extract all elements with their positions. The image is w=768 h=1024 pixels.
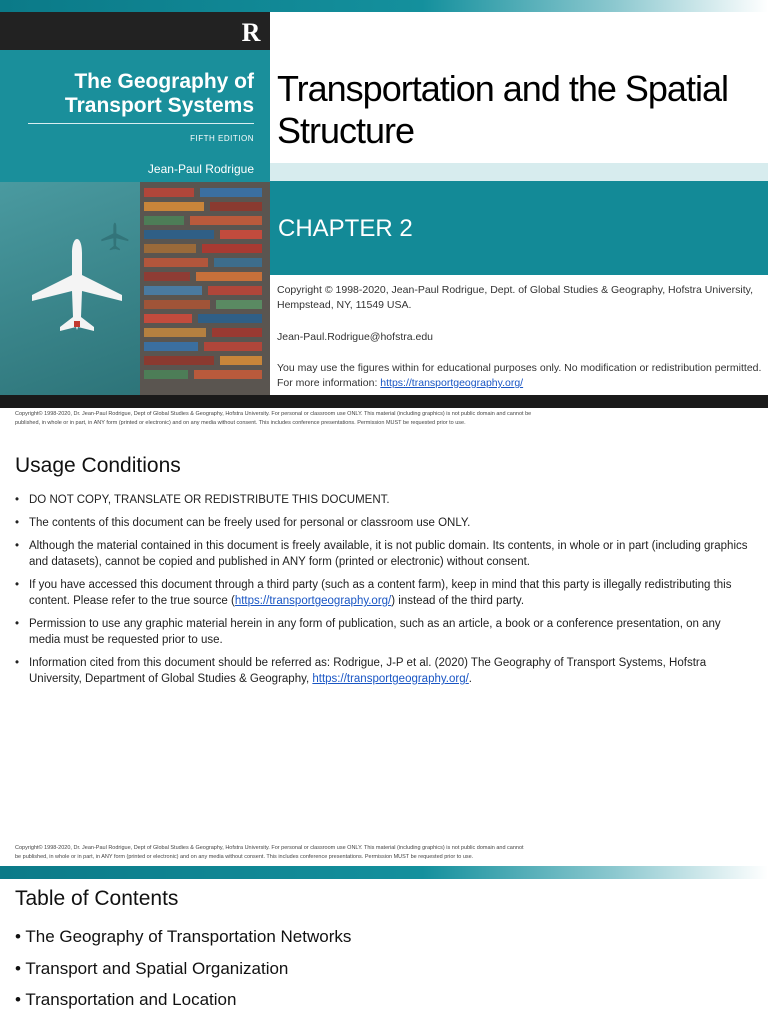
list-item-text: DO NOT COPY, TRANSLATE OR REDISTRIBUTE THIS DOCUMENT. bbox=[29, 494, 390, 506]
cover-author: Jean-Paul Rodrigue bbox=[147, 162, 254, 176]
list-item-text: . bbox=[468, 673, 472, 685]
airplane-shadow-icon bbox=[100, 222, 130, 252]
more-info-link[interactable]: https://transportgeography.org/ bbox=[380, 377, 524, 389]
bullet: • bbox=[15, 540, 20, 552]
cover-header-band bbox=[0, 12, 270, 50]
list-item bbox=[15, 515, 755, 531]
bullet: • bbox=[15, 517, 20, 529]
list-item-text: ) instead of the third party. bbox=[391, 595, 525, 607]
toc-item[interactable]: • The Geography of Transportation Networks bbox=[15, 927, 352, 946]
bullet: • bbox=[15, 618, 20, 630]
more-info-label: For more information: bbox=[277, 377, 381, 389]
usage-heading: Usage Conditions bbox=[15, 454, 181, 477]
notice-line: be published, in whole or in part, in ANY form (printed or electronic) and on any media without consent. This includes conference presentations. Permission MUST be requested prior to use. bbox=[15, 854, 474, 860]
toc-item[interactable]: • Transport and Spatial Organization bbox=[15, 958, 289, 978]
cover-divider bbox=[28, 123, 254, 124]
list-item bbox=[15, 577, 755, 609]
chapter-label: CHAPTER 2 bbox=[278, 215, 413, 242]
light-band bbox=[270, 163, 768, 181]
toc-heading: Table of Contents bbox=[15, 887, 179, 910]
toc-item[interactable]: • Transportation and Location bbox=[15, 990, 237, 1009]
bullet: • bbox=[15, 657, 20, 669]
list-item bbox=[15, 492, 755, 508]
bullet: • bbox=[15, 579, 20, 591]
copyright-notice bbox=[15, 410, 755, 428]
list-item-text: Information cited from this document should be referred as: Rodrigue, J-P et al. (2020) The Geography of Transport Systems, Hofstra University, Department of Global Studies & Geography, bbox=[29, 657, 707, 685]
source-link[interactable]: https://transportgeography.org/ bbox=[234, 595, 392, 607]
cover-book-title: The Geography of Transport Systems bbox=[64, 70, 254, 117]
author-email: Jean-Paul.Rodrigue@hofstra.edu bbox=[277, 331, 434, 343]
title-slide bbox=[0, 0, 768, 408]
usage-note-text: You may use the figures within for educational purposes only. No modification or redistribution permitted. bbox=[277, 362, 762, 374]
container-port bbox=[140, 182, 270, 395]
cover-edition: FIFTH EDITION bbox=[190, 134, 254, 143]
usage-list bbox=[15, 492, 755, 694]
slide-footer-bar bbox=[0, 866, 768, 879]
notice-line: Copyright© 1998-2020, Dr. Jean-Paul Rodrigue, Dept of Global Studies & Geography, Hofstra University. For personal or classroom use ONLY. This material (including graphics) is not public domain and cannot bbox=[15, 845, 524, 851]
publisher-logo: R bbox=[241, 18, 261, 47]
usage-slide bbox=[0, 408, 768, 865]
list-item-text: Permission to use any graphic material herein in any form of publication, such as an article, a book or a conference presentation, on any media must be requested prior to use. bbox=[29, 618, 721, 646]
copyright-text: Copyright © 1998-2020, Jean-Paul Rodrigue, Dept. of Global Studies & Geography, Hofstra University, Hempstead, NY, 11549 USA. bbox=[277, 284, 754, 311]
list-item-text: The contents of this document can be freely used for personal or classroom use ONLY. bbox=[29, 517, 471, 529]
toc-slide bbox=[0, 879, 768, 1024]
list-item-text: If you have accessed this document through a third party (such as a content farm), keep in mind that this party is illegally redistributing this content. Please refer to the true source ( bbox=[29, 579, 732, 607]
usage-note bbox=[277, 361, 765, 391]
list-item bbox=[15, 616, 755, 648]
book-cover bbox=[0, 12, 270, 395]
list-item bbox=[15, 538, 755, 570]
slide-footer-bar bbox=[0, 395, 768, 408]
airplane-icon bbox=[30, 237, 125, 337]
top-accent-bar bbox=[0, 0, 768, 12]
list-item-text: Although the material contained in this document is freely available, it is not public domain. Its contents, in whole or in part (including graphics and datasets), cannot be copied and published in ANY form (printed or electronic) without consent. bbox=[29, 540, 748, 568]
bullet: • bbox=[15, 494, 20, 506]
toc-list bbox=[15, 927, 351, 1022]
notice-line: published, in whole or in part, in ANY form (printed or electronic) and on any media without consent. This includes conference presentations. Permission MUST be requested prior to use. bbox=[15, 420, 466, 426]
copyright-notice-bottom bbox=[15, 844, 755, 862]
slide-title: Transportation and the Spatial Structure bbox=[277, 68, 728, 151]
citation-link[interactable]: https://transportgeography.org/ bbox=[312, 673, 469, 685]
cover-photo bbox=[0, 182, 270, 395]
notice-line: Copyright© 1998-2020, Dr. Jean-Paul Rodrigue, Dept of Global Studies & Geography, Hofstra University. For personal or classroom use ONLY. This material (including graphics) is not public domain and cannot be bbox=[15, 411, 532, 417]
list-item bbox=[15, 655, 755, 687]
